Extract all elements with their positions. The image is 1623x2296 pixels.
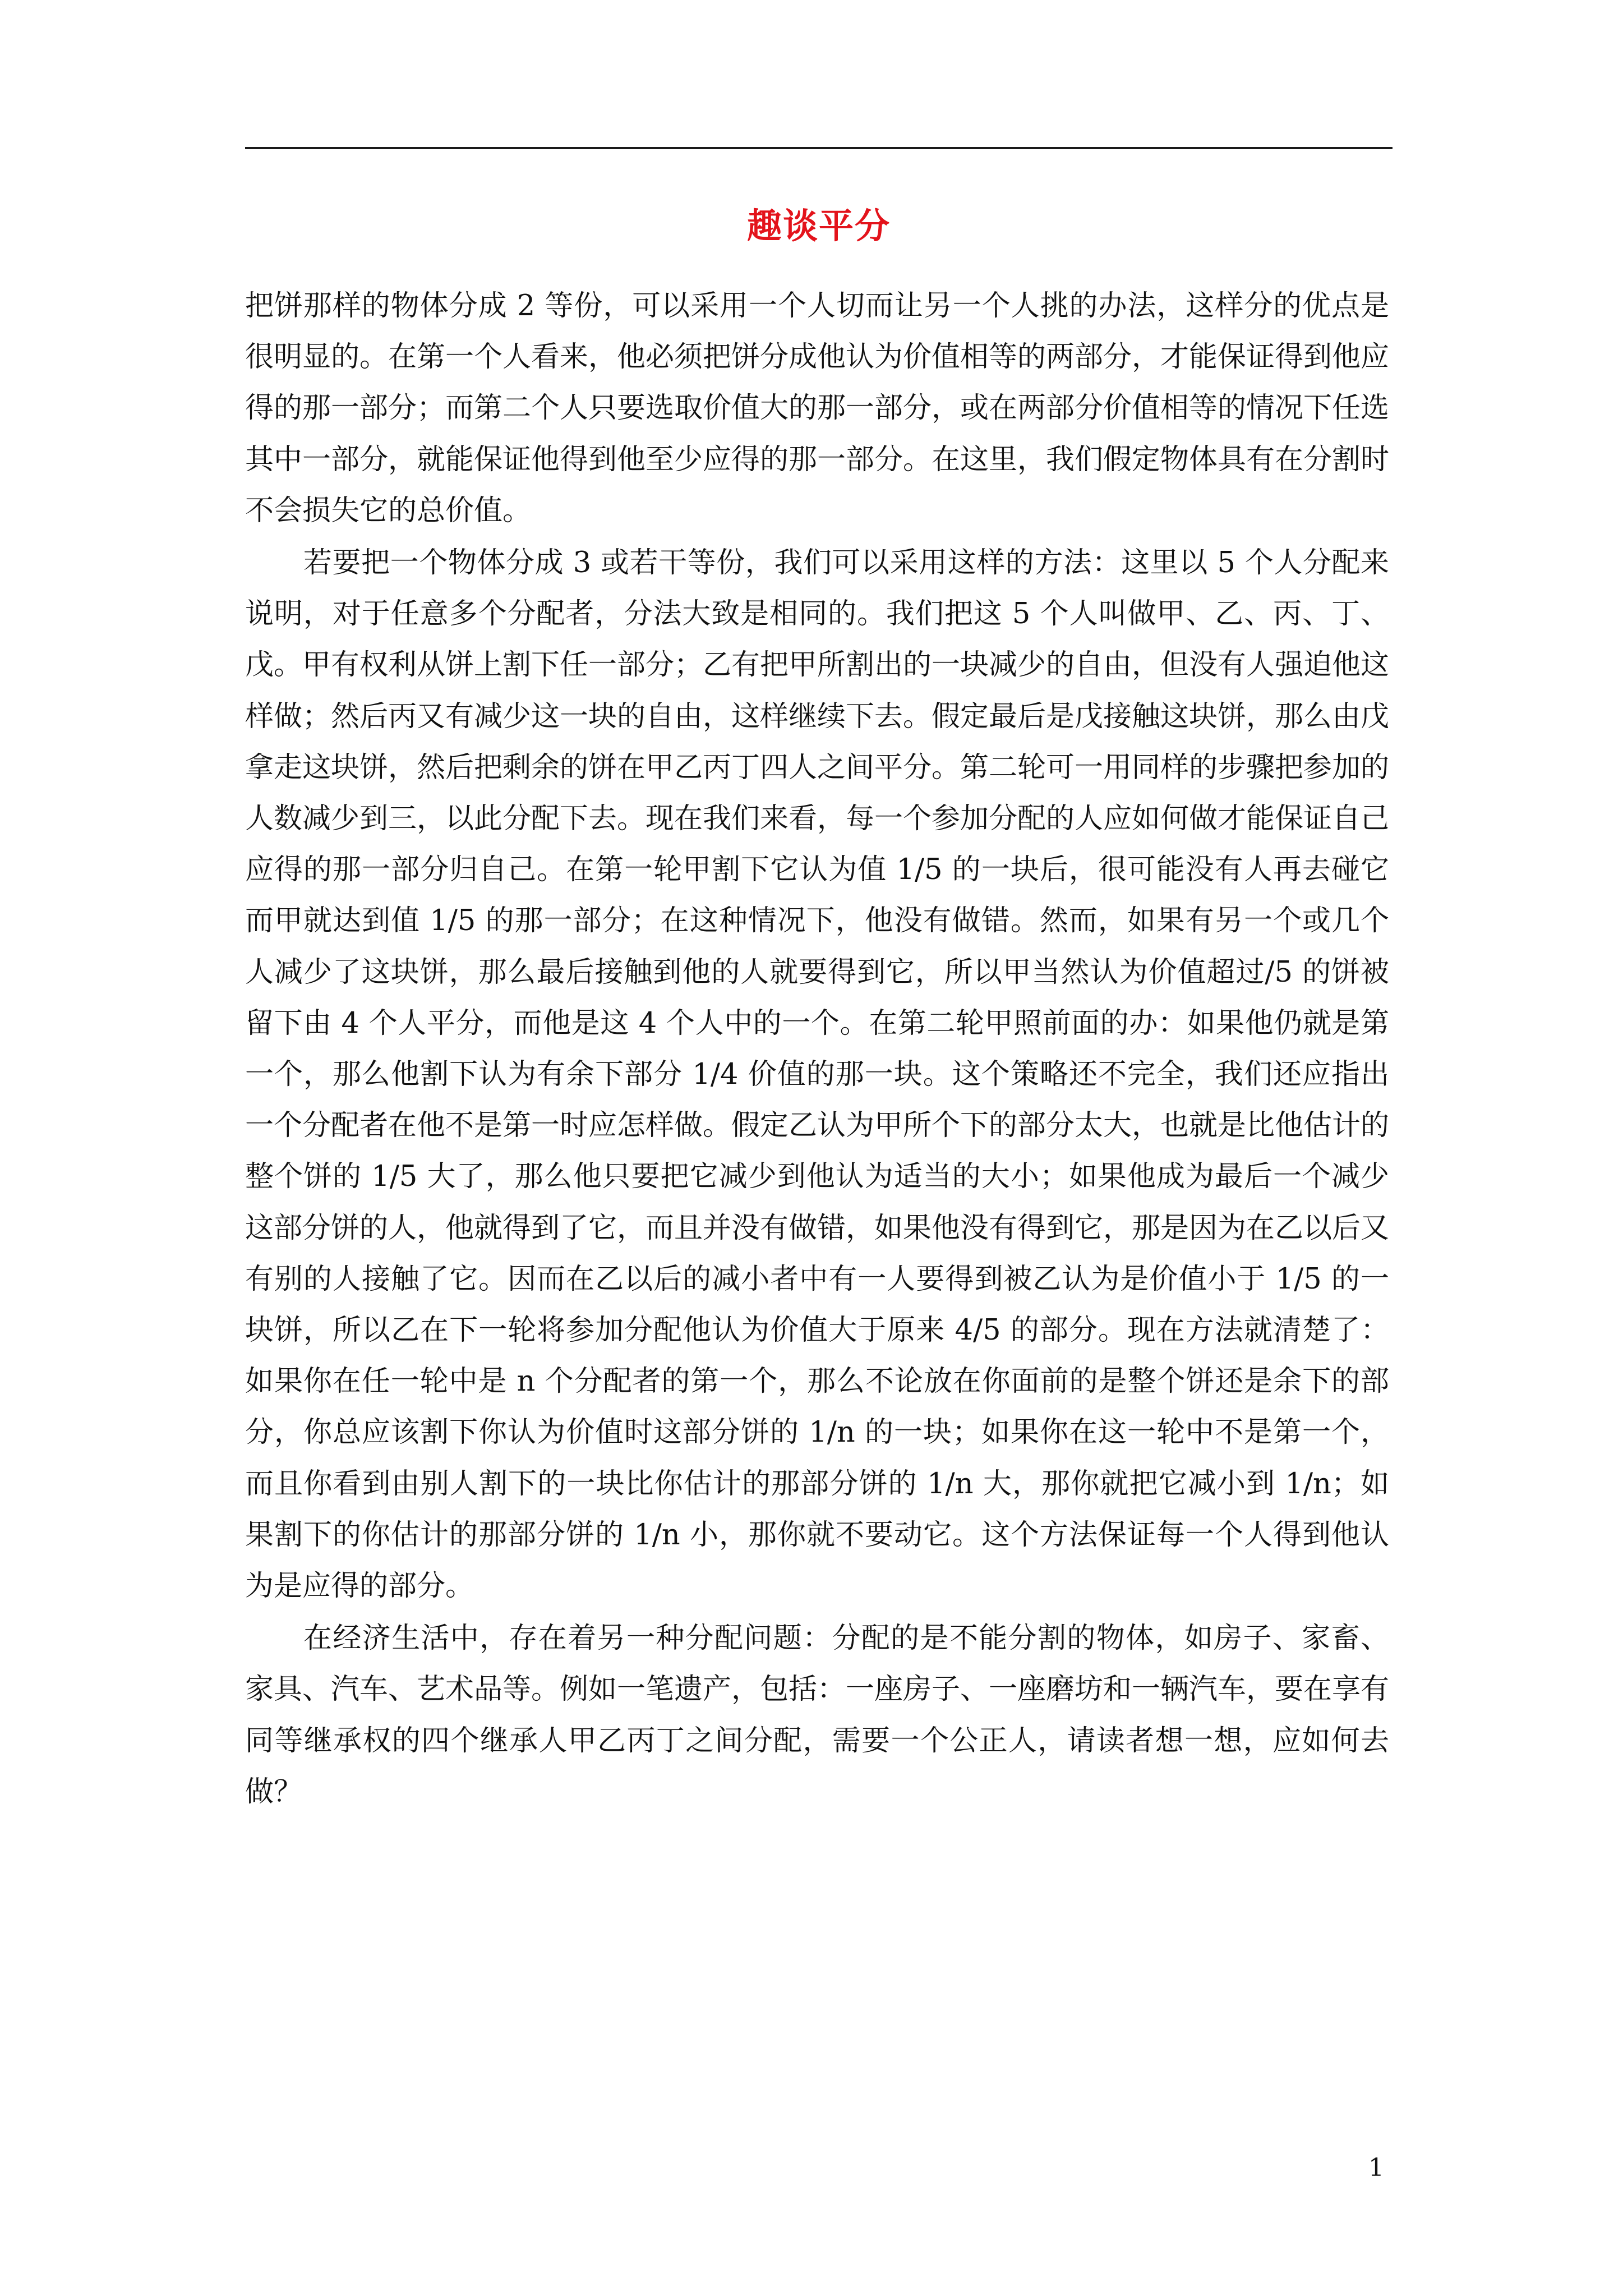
header-rule (245, 147, 1393, 149)
document-title: 趣谈平分 (746, 205, 891, 246)
paragraph-3: 在经济生活中，存在着另一种分配问题：分配的是不能分割的物体，如房子、家畜、家具、汽车、艺术品等。例如一笔遗产，包括：一座房子、一座磨坊和一辆汽车，要在享有同等继承权的四个继承人甲乙丙丁之间分配，需要一个公正人，请读者想一想，应如何去做？ (245, 1622, 1390, 1809)
paragraph-2: 若要把一个物体分成 3 或若干等份，我们可以采用这样的方法：这里以 5 个人分配来说明，对于任意多个分配者，分法大致是相同的。我们把这 5 个人叫做甲、乙、丙、丁、戊。甲有权利从饼上割下任一部分；乙有把甲所割出的一块减少的自由，但没有人强迫他这样做；然后丙又有减少这一块的自由，这样继续下去。假定最后是戊接触这块饼，那么由戊拿走这块饼，然后把剩余的饼在甲乙丙丁四人之间平分。第二轮可一用同样的步骤把参加的人数减少到三，以此分配下去。现在我们来看，每一个参加分配的人应如何做才能保证自己应得的那一部分归自己。在第一轮甲割下它认为值 1/5 的一块后，很可能没有人再去碰它而甲就达到值 1/5 的那一部分；在这种情况下，他没有做错。然而，如果有另一个或几个人减少了这块饼，那么最后接触到他的人就要得到它，所以甲当然认为价值超过/5 的饼被留下由 4 个人平分，而他是这 4 个人中的一个。在第二轮甲照前面的办：如果他仍就是第一个，那么他割下认为有余下部分 1/4 价值的那一块。这个策略还不完全，我们还应指出一个分配者在他不是第一时应怎样做。假定乙认为甲所个下的部分太大，也就是比他估计的整个饼的 1/5 大了，那么他只要把它减少到他认为适当的大小；如果他成为最后一个减少这部分饼的人，他就得到了它，而且并没有做错，如果他没有得到它，那是因为在乙以后又有别的人接触了它。因而在乙以后的减小者中有一人要得到被乙认为是价值小于 1/5 的一块饼，所以乙在下一轮将参加分配他认为价值大于原来 4/5 的部分。现在方法就清楚了：如果你在任一轮中是 n 个分配者的第一个，那么不论放在你面前的是整个饼还是余下的部分，你总应该割下你认为价值时这部分饼的 1/n 的一块；如果你在这一轮中不是第一个，而且你看到由别人割下的一块比你估计的那部分饼的 1/n 大，那你就把它减小到 1/n；如果割下的你估计的那部分饼的 1/n 小，那你就不要动它。这个方法保证每一个人得到他认为是应得的部分。 (245, 546, 1390, 1603)
paragraph-1: 把饼那样的物体分成 2 等份，可以采用一个人切而让另一个人挑的办法，这样分的优点是很明显的。在第一个人看来，他必须把饼分成他认为价值相等的两部分，才能保证得到他应得的那一部分；而第二个人只要选取价值大的那一部分，或在两部分价值相等的情况下任选其中一部分，就能保证他得到他至少应得的那一部分。在这里，我们假定物体具有在分割时不会损失它的总价值。 (245, 289, 1390, 527)
document-body (245, 280, 1389, 1818)
page-number: 1 (1368, 2154, 1384, 2182)
